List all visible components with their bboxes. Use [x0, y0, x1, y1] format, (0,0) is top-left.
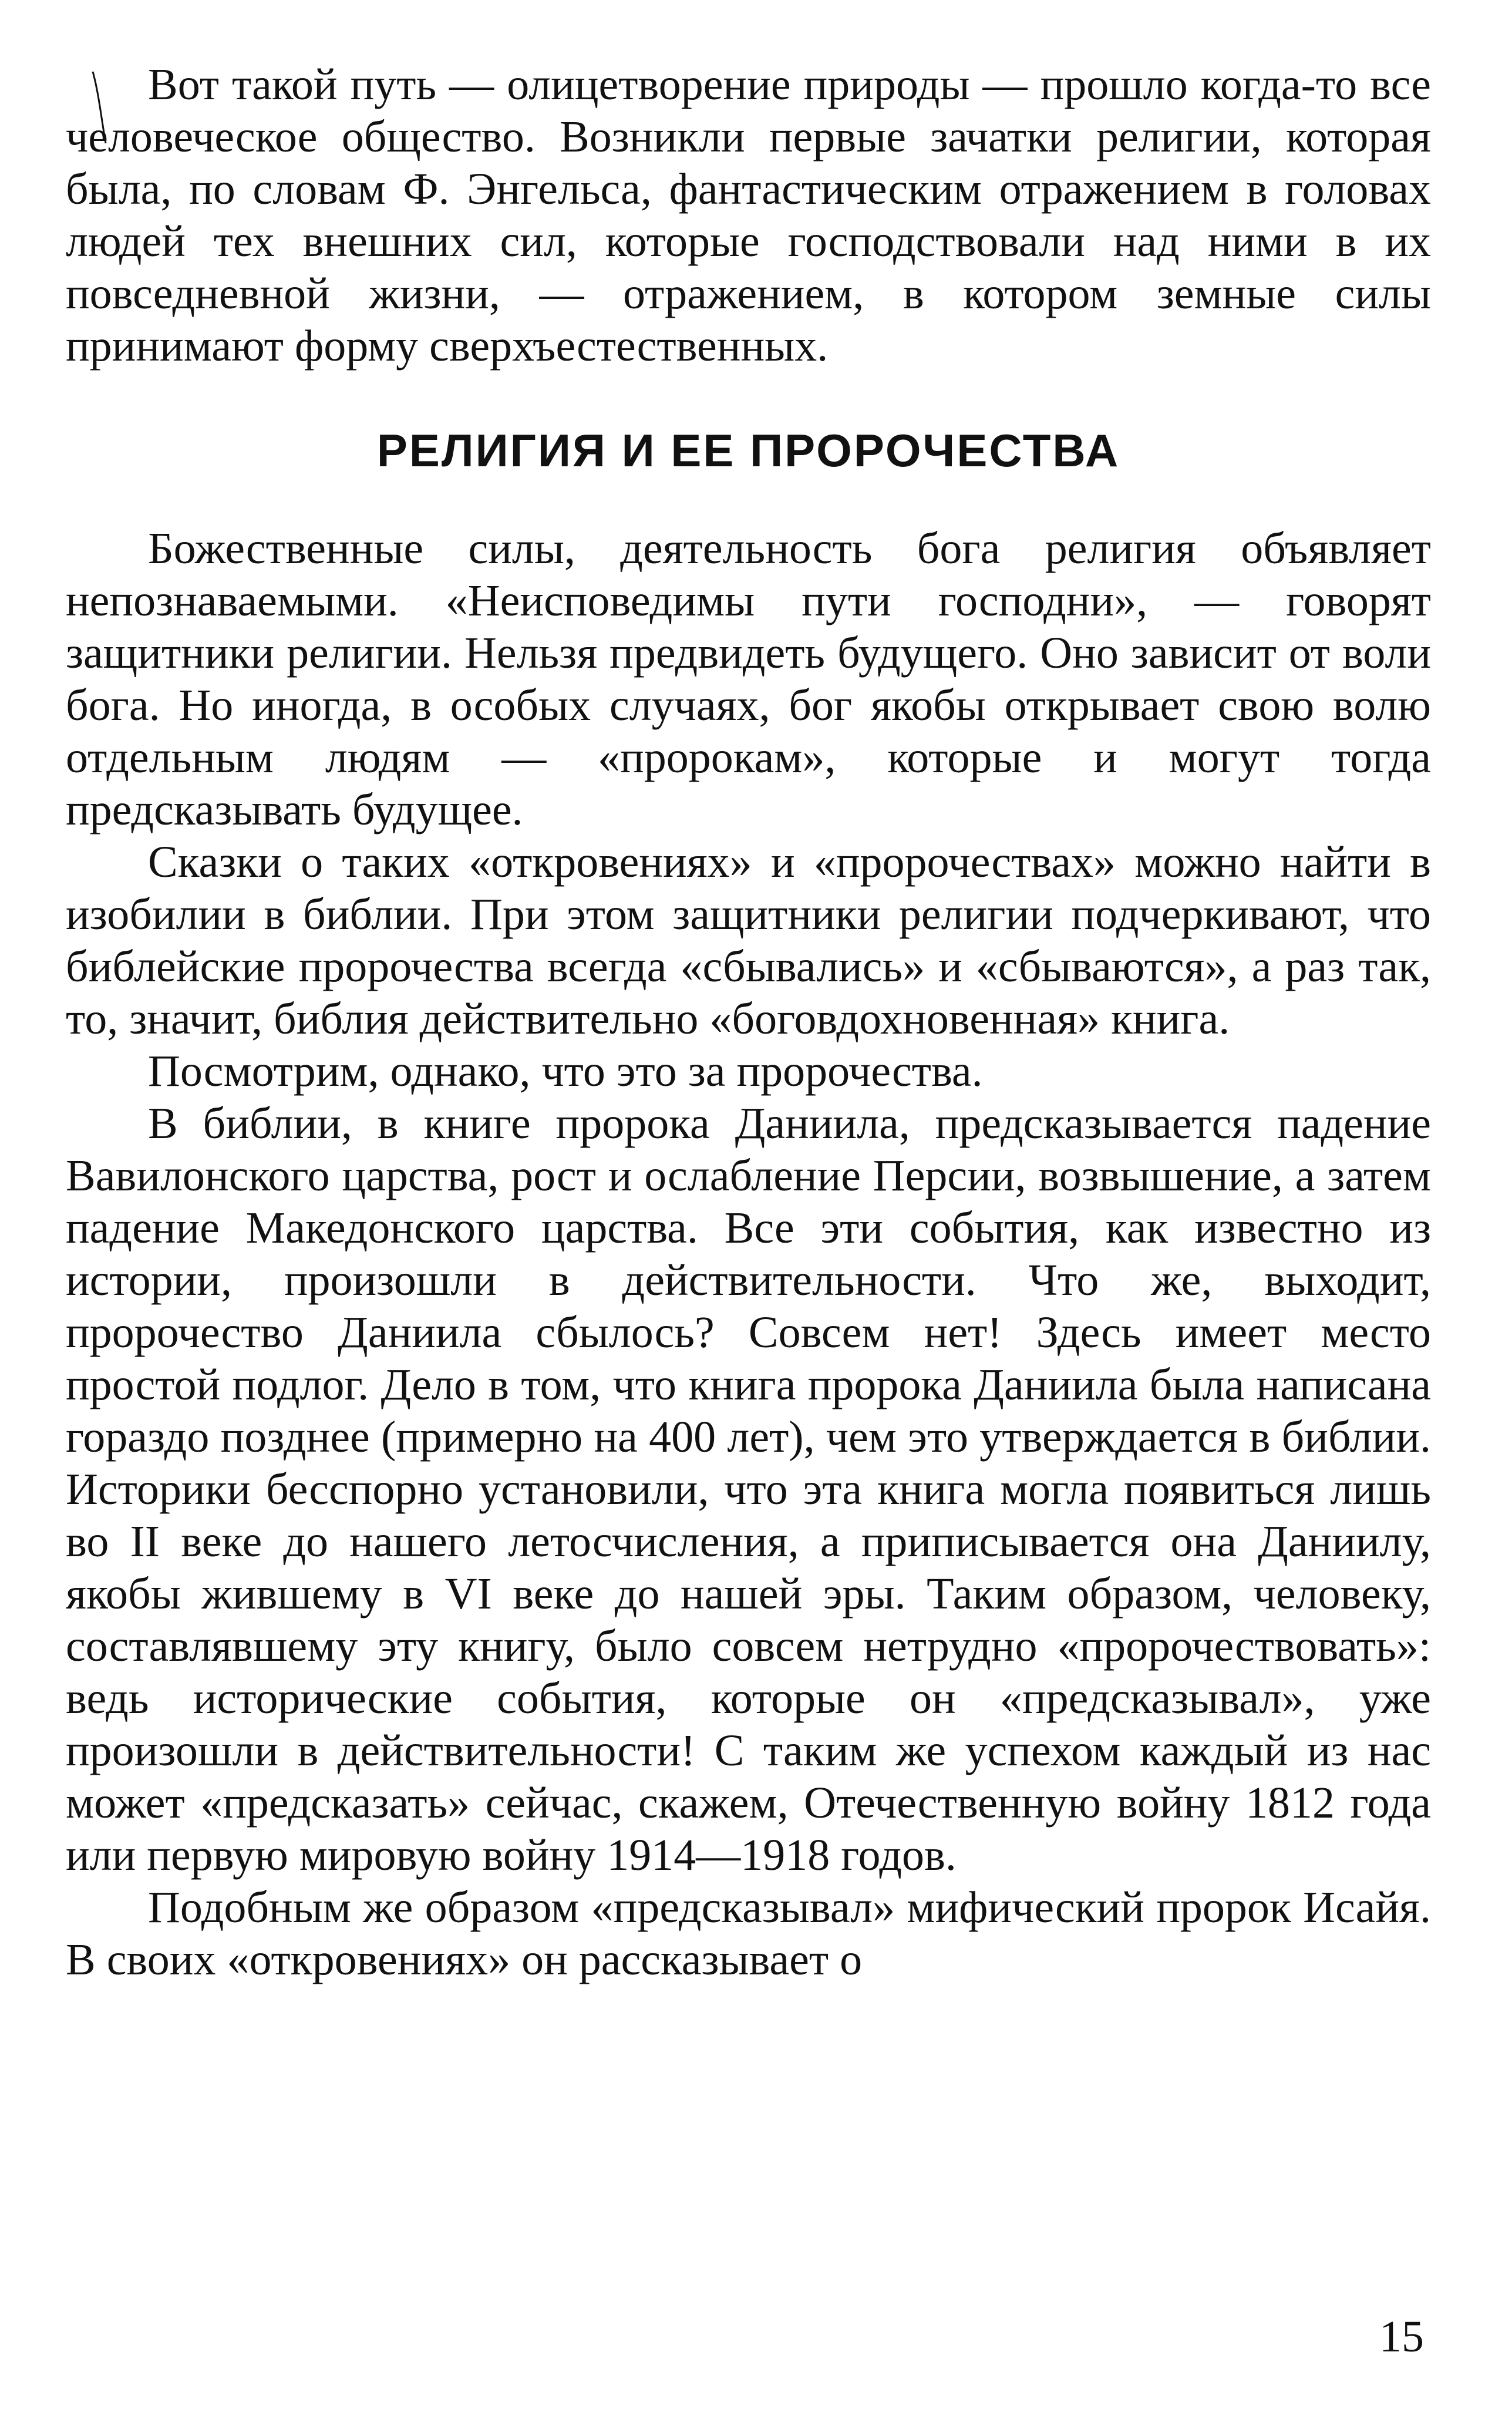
text-column — [66, 59, 1431, 1986]
page-number: 15 — [1379, 2312, 1424, 2361]
paragraph-4: В библии, в книге пророка Даниила, предсказывается падение Вавилонского царства, рост и ослабление Персии, возвышение, а затем падение Македонского царства. Все эти события, как известно из истории, произошли в действительности. Что же, выходит, пророчество Даниила сбылось? Совсем нет! Здесь имеет место простой подлог. Дело в том, что книга пророка Даниила была написана гораздо позднее (примерно на 400 лет), чем это утверждается в библии. Историки бесспорно установили, что эта книга могла появиться лишь во II веке до нашего летосчисления, а приписывается она Даниилу, якобы жившему в VI веке до нашей эры. Таким образом, человеку, составлявшему эту книгу, было совсем нетрудно «пророчествовать»: ведь исторические события, которые он «предсказывал», уже произошли в действительности! С таким же успехом каждый из нас может «предсказать» сейчас, скажем, Отечественную войну 1812 года или первую мировую войну 1914—1918 годов. — [66, 1099, 1431, 1880]
paragraph-3: Посмотрим, однако, что это за пророчества. — [148, 1047, 983, 1096]
section-title: РЕЛИГИЯ И ЕЕ ПРОРОЧЕСТВА — [376, 425, 1120, 476]
paragraph-5: Подобным же образом «предсказывал» мифический пророк Исайя. В своих «откровениях» он рассказывает о — [66, 1883, 1431, 1984]
paragraph-2: Сказки о таких «откровениях» и «пророчествах» можно найти в изобилии в библии. При этом защитники религии подчеркивают, что библейские пророчества всегда «сбывались» и «сбываются», а раз так, то, значит, библия действительно «боговдохновенная» книга. — [66, 837, 1431, 1044]
paragraph-1: Божественные силы, деятельность бога религия объявляет непознаваемыми. «Неисповедимы пути господни», — говорят защитники религии. Нельзя предвидеть будущего. Оно зависит от воли бога. Но иногда, в особых случаях, бог якобы открывает свою волю отдельным людям — «пророкам», которые и могут тогда предсказывать будущее. — [66, 524, 1431, 835]
intro-paragraph: Вот такой путь — олицетворение природы — прошло когда-то все человеческое общество. Возникли первые зачатки религии, которая была, по словам Ф. Энгельса, фантастическим отражением в головах людей тех внешних сил, которые господствовали над ними в их повседневной жизни, — отражением, в котором земные силы принимают форму сверхъестественных. — [66, 60, 1431, 371]
